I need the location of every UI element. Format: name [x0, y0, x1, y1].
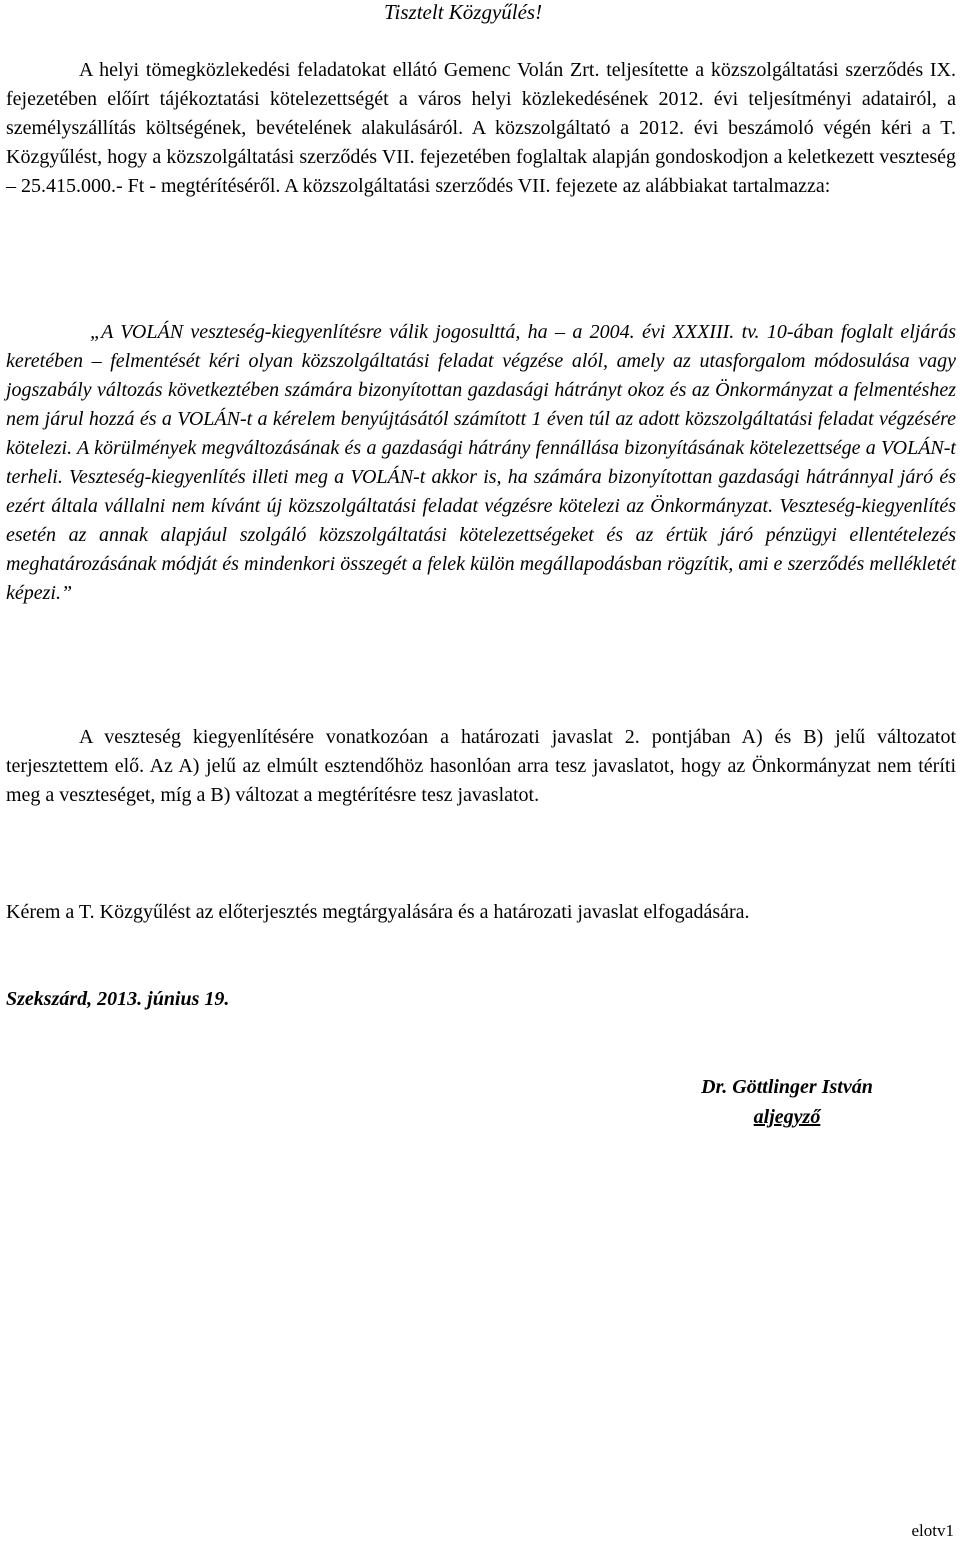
- request-sentence: Kérem a T. Közgyűlést az előterjesztés megtárgyalására és a határozati javaslat elfogadására.: [6, 901, 750, 923]
- signature-block: [672, 1072, 902, 1132]
- intro-paragraph: A helyi tömegközlekedési feladatokat ellátó Gemenc Volán Zrt. teljesítette a közszolgáltatási szerződés IX. fejezetében előírt tájékoztatási kötelezettségét a város helyi közlekedésének 2012. évi teljesítményi adatairól, a személyszállítás költségének, bevételének alakulásáról. A közszolgáltató a 2012. évi beszámoló végén kéri a T. Közgyűlést, hogy a közszolgáltatási szerződés VII. fejezetében foglaltak alapján gondoskodjon a keletkezett veszteség – 25.415.000.- Ft - megtérítéséről. A közszolgáltatási szerződés VII. fejezete az alábbiakat tartalmazza:: [6, 59, 956, 197]
- place-date: Szekszárd, 2013. június 19.: [6, 988, 230, 1010]
- footer-code: elotv1: [911, 1521, 954, 1540]
- proposal-paragraph: A veszteség kiegyenlítésére vonatkozóan a határozati javaslat 2. pontjában A) és B) jelű változatot terjesztettem elő. Az A) jelű az elmúlt esztendőhöz hasonlóan arra tesz javaslatot, hogy az Önkormányzat nem téríti meg a veszteséget, míg a B) változat a megtérítésre tesz javaslatot.: [6, 726, 956, 806]
- contract-quote: „A VOLÁN veszteség-kiegyenlítésre válik jogosulttá, ha – a 2004. évi XXXIII. tv. 10-ában foglalt eljárás keretében – felmentését kéri olyan közszolgáltatási feladat végzése alól, amely az utasforgalom módosulása vagy jogszabály változás következtében számára bizonyítottan gazdasági hátrányt okoz és az Önkormányzat a felmentéshez nem járul hozzá és a VOLÁN-t a kérelem benyújtásától számított 1 éven túl az adott közszolgáltatási feladat végzésére kötelezi. A körülmények megváltozásának és a gazdasági hátrány fennállása bizonyításának kötelezettsége a VOLÁN-t terheli. Veszteség-kiegyenlítés illeti meg a VOLÁN-t akkor is, ha számára bizonyítottan gazdasági hátránnyal járó és ezért általa vállalni nem kívánt új közszolgáltatási feladat végzésre kötelezi az Önkormányzat. Veszteség-kiegyenlítés esetén az annak alapjául szolgáló közszolgáltatási kötelezettségeket és az értük járó pénzügyi ellentételezés meghatározásának módját és mindenkori összegét a felek külön megállapodásban rögzítik, ami e szerződés mellékletét képezi.”: [6, 321, 956, 604]
- salutation: Tisztelt Közgyűlés!: [384, 0, 543, 24]
- signatory-title: aljegyző: [753, 1106, 821, 1128]
- signatory-name: Dr. Göttlinger István: [701, 1076, 873, 1098]
